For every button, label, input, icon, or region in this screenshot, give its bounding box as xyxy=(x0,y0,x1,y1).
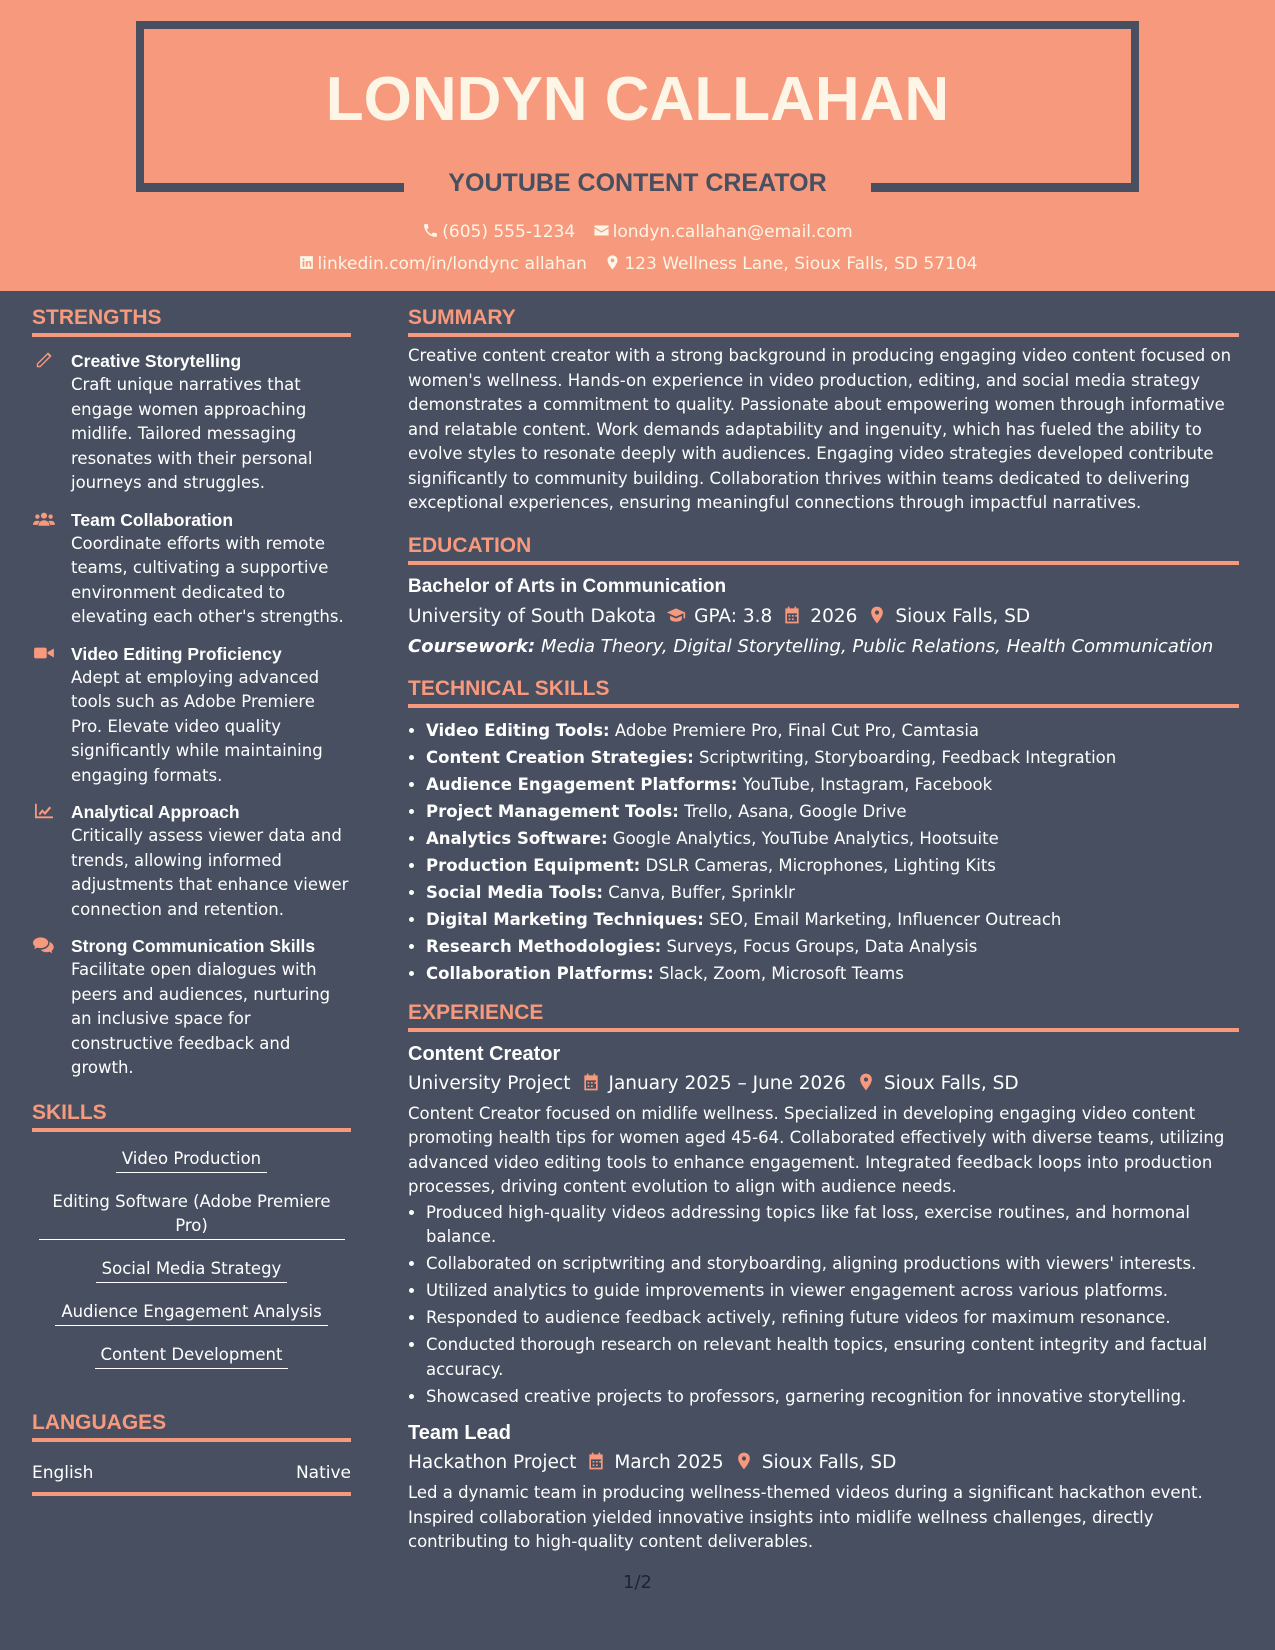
skill-label: Content Creation Strategies: xyxy=(426,747,694,767)
job-location: Sioux Falls, SD xyxy=(883,1072,1019,1094)
skill-label: Project Management Tools: xyxy=(426,801,679,821)
users-icon xyxy=(33,510,55,528)
job-role: Content Creator xyxy=(408,1042,561,1065)
language-row xyxy=(32,1460,351,1496)
coursework-label: Coursework: xyxy=(408,635,536,657)
job-role: Team Lead xyxy=(408,1422,511,1444)
skill-value: Slack, Zoom, Microsoft Teams xyxy=(658,963,904,983)
education-title: EDUCATION xyxy=(408,532,1239,565)
skills-list xyxy=(32,1142,351,1381)
skill-label: Video Editing Tools: xyxy=(426,720,610,740)
list-item xyxy=(426,960,1239,987)
phone-icon xyxy=(422,222,439,239)
address-text: 123 Wellness Lane, Sioux Falls, SD 57104 xyxy=(624,254,978,274)
job-meta xyxy=(408,1449,1239,1477)
strength-description: Facilitate open dialogues with peers and audiences, nurturing an inclusive space for constructive feedback and growth. xyxy=(71,960,331,1077)
calendar-icon xyxy=(782,605,802,625)
job-meta xyxy=(408,1070,1239,1098)
resume-header xyxy=(0,0,1275,291)
contact-row-1 xyxy=(0,220,1275,244)
experience-title: EXPERIENCE xyxy=(408,999,1239,1032)
education-location: Sioux Falls, SD xyxy=(895,605,1031,627)
skill-label: Collaboration Platforms: xyxy=(426,963,654,983)
strength-description: Coordinate efforts with remote teams, cultivating a supportive environment dedicated to elevating each other's strengths. xyxy=(71,533,344,626)
skill-value: DSLR Cameras, Microphones, Lighting Kits xyxy=(645,855,996,875)
list-item xyxy=(426,825,1239,852)
skill-label: Social Media Tools: xyxy=(426,882,603,902)
education-meta xyxy=(408,603,1239,631)
list-item xyxy=(426,798,1239,825)
skill-label: Audience Engagement Platforms: xyxy=(426,774,738,794)
skill-tag: Audience Engagement Analysis xyxy=(55,1300,327,1326)
list-item xyxy=(426,717,1239,744)
video-camera-icon xyxy=(33,644,55,662)
skill-label: Analytics Software: xyxy=(426,828,608,848)
school-name: University of South Dakota xyxy=(408,605,657,627)
linkedin-contact[interactable] xyxy=(298,252,587,276)
coursework xyxy=(408,633,1239,661)
list-item xyxy=(426,933,1239,960)
skill-value: Scriptwriting, Storyboarding, Feedback Integration xyxy=(699,747,1117,767)
list-item xyxy=(426,852,1239,879)
skill-value: Trello, Asana, Google Drive xyxy=(684,801,907,821)
strength-name: Team Collaboration xyxy=(71,509,234,530)
job-bullets xyxy=(408,1201,1239,1410)
language-level: Native xyxy=(295,1462,351,1483)
strength-name: Analytical Approach xyxy=(71,802,240,822)
candidate-name: LONDYN CALLAHAN xyxy=(325,65,950,134)
skill-value: Adobe Premiere Pro, Final Cut Pro, Camtasia xyxy=(614,720,980,740)
degree-name: Bachelor of Arts in Communication xyxy=(408,575,727,597)
list-item: • Showcased creative projects to professors, garnering recognition for innovative storytelling. xyxy=(426,1385,1239,1410)
phone-contact[interactable] xyxy=(422,220,575,244)
strength-name: Strong Communication Skills xyxy=(71,936,316,956)
job-description: Led a dynamic team in producing wellness-themed videos during a significant hackathon event. Inspired collaboration yielded innovative insights into midlife wellness challenges, directly contributing to high-quality content deliverables. xyxy=(408,1483,1203,1551)
languages-title: LANGUAGES xyxy=(32,1409,351,1442)
strength-description: Craft unique narratives that engage women approaching midlife. Tailored messaging resonates with their personal journeys and struggles. xyxy=(71,375,313,492)
coursework-list: Media Theory, Digital Storytelling, Public Relations, Health Communication xyxy=(540,635,1214,657)
job-org: University Project xyxy=(408,1072,571,1094)
email-text: londyn.callahan@email.com xyxy=(612,222,853,242)
strength-item xyxy=(32,508,351,630)
graduation-year: 2026 xyxy=(810,605,858,627)
list-item: • Utilized analytics to guide improvements in viewer engagement across various platforms. xyxy=(426,1279,1239,1304)
list-item: • Produced high-quality videos addressing topics like fat loss, exercise routines, and hormonal balance. xyxy=(426,1201,1239,1250)
location-pin-icon xyxy=(604,254,621,271)
skill-value: YouTube, Instagram, Facebook xyxy=(742,774,993,794)
left-column xyxy=(32,304,351,1496)
list-item: • Conducted thorough research on relevant health topics, ensuring content integrity and factual accuracy. xyxy=(426,1333,1239,1382)
job-org: Hackathon Project xyxy=(408,1452,577,1473)
linkedin-icon xyxy=(298,254,315,271)
language-name: English xyxy=(32,1462,94,1483)
job-location: Sioux Falls, SD xyxy=(761,1452,897,1473)
envelope-icon xyxy=(593,222,610,239)
technical-skills-list xyxy=(408,717,1239,987)
skill-value: SEO, Email Marketing, Influencer Outreach xyxy=(709,909,1062,929)
strength-name: Video Editing Proficiency xyxy=(71,643,282,664)
list-item xyxy=(426,879,1239,906)
list-item: • Collaborated on scriptwriting and storyboarding, aligning productions with viewers' interests. xyxy=(426,1252,1239,1277)
skills-title: SKILLS xyxy=(32,1099,351,1132)
calendar-icon xyxy=(581,1072,601,1092)
email-contact[interactable] xyxy=(593,220,853,244)
skill-tag: Social Media Strategy xyxy=(96,1257,288,1283)
list-item xyxy=(426,771,1239,798)
pencil-icon xyxy=(33,351,55,369)
skill-value: Surveys, Focus Groups, Data Analysis xyxy=(666,936,978,956)
summary-title: SUMMARY xyxy=(408,304,1239,337)
header-frame-top xyxy=(136,21,1139,29)
strength-name: Creative Storytelling xyxy=(71,351,242,371)
linkedin-text: linkedin.com/in/londync allahan xyxy=(317,254,587,274)
location-pin-icon xyxy=(867,605,887,625)
gpa: GPA: 3.8 xyxy=(694,605,773,627)
list-item xyxy=(426,744,1239,771)
job-description: Content Creator focused on midlife wellness. Specialized in developing engaging video content promoting health tips for women aged 45-64. Collaborated effectively with diverse teams, utilizing advanced video editing tools to enhance engagement. Integrated feedback loops into production processes, driving content evolution to align with audience needs. xyxy=(408,1103,1225,1196)
skill-label: Research Methodologies: xyxy=(426,936,662,956)
list-item xyxy=(426,906,1239,933)
skill-label: Digital Marketing Techniques: xyxy=(426,909,704,929)
skill-tag: Video Production xyxy=(116,1147,267,1173)
technical-skills-title: TECHNICAL SKILLS xyxy=(408,675,1239,708)
job-title: YOUTUBE CONTENT CREATOR xyxy=(448,169,827,197)
skill-tag: Content Development xyxy=(95,1343,289,1369)
strength-item xyxy=(32,349,351,496)
page-number: 1/2 xyxy=(623,1572,652,1593)
job-dates: January 2025 – June 2026 xyxy=(608,1072,846,1094)
list-item: • Responded to audience feedback actively, refining future videos for maximum resonance. xyxy=(426,1306,1239,1331)
address-contact xyxy=(604,252,977,276)
location-pin-icon xyxy=(734,1451,754,1471)
strengths-title: STRENGTHS xyxy=(32,304,351,337)
location-pin-icon xyxy=(856,1072,876,1092)
strength-description: Critically assess viewer data and trends, allowing informed adjustments that enhance viewer connection and retention. xyxy=(71,826,349,919)
calendar-icon xyxy=(586,1451,606,1471)
skill-label: Production Equipment: xyxy=(426,855,641,875)
strength-item xyxy=(32,800,351,922)
skill-tag: Editing Software (Adobe Premiere Pro) xyxy=(39,1190,345,1240)
chart-line-icon xyxy=(33,802,55,820)
graduation-cap-icon xyxy=(666,605,686,625)
strength-item xyxy=(32,642,351,789)
strength-description: Adept at employing advanced tools such as Adobe Premiere Pro. Elevate video quality significantly while maintaining engaging formats. xyxy=(71,667,323,785)
strength-item xyxy=(32,934,351,1081)
phone-text: (605) 555-1234 xyxy=(442,222,576,242)
comments-icon xyxy=(33,936,55,954)
summary-text: Creative content creator with a strong background in producing engaging video content focused on women's wellness. Hands-on experience in video production, editing, and social media strategy demonstrates a commitment to quality. Passionate about empowering women through informative and relatable content. Work demands adaptability and ingenuity, which has fueled the ability to evolve styles to resonate deeply with audiences. Engaging video strategies developed contribute significantly to community building. Collaboration thrives within teams dedicated to delivering exceptional experiences, ensuring meaningful connections through impactful narratives. xyxy=(408,346,1232,512)
job-dates: March 2025 xyxy=(614,1452,724,1473)
contact-row-2 xyxy=(0,252,1275,276)
right-column xyxy=(408,304,1239,1555)
skill-value: Canva, Buffer, Sprinklr xyxy=(608,882,795,902)
skill-value: Google Analytics, YouTube Analytics, Hootsuite xyxy=(612,828,999,848)
